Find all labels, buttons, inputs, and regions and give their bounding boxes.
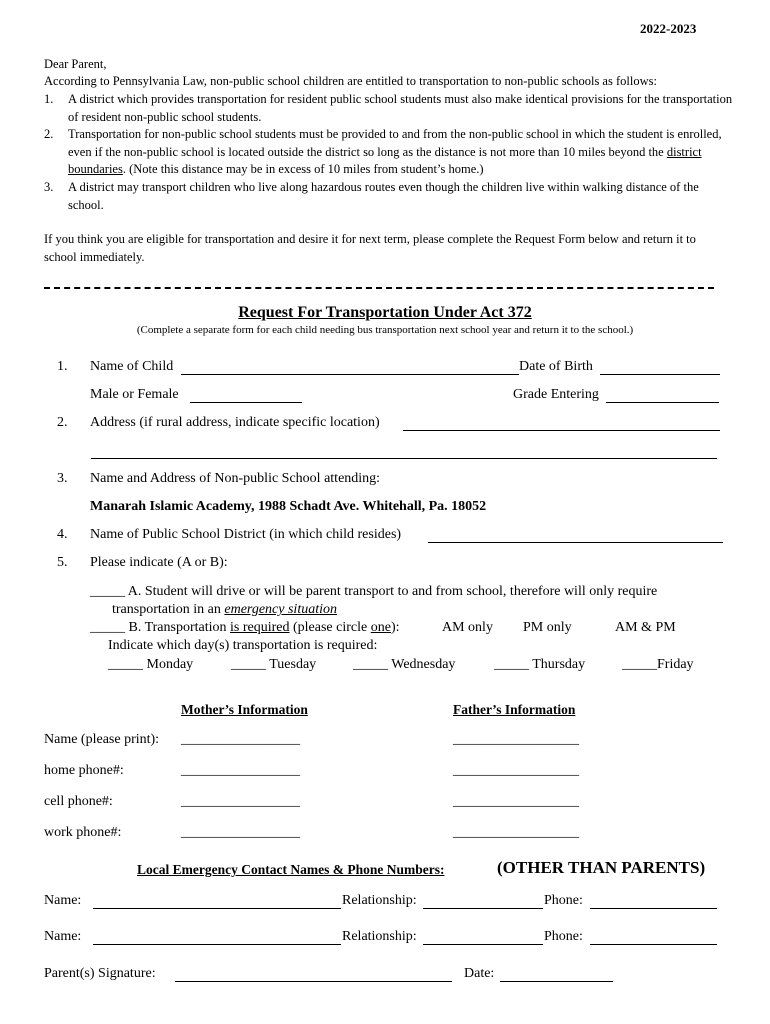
district-label: Name of Public School District (in which child resides)	[90, 527, 402, 542]
work-phone-label: work phone#:	[44, 825, 122, 840]
option-a[interactable]: _____ A. Student will drive or will be parent transport to and from school, therefore will only require	[90, 584, 658, 599]
pm-only-option[interactable]: PM only	[523, 620, 572, 635]
question-number: 1.	[57, 359, 68, 374]
mother-info-header: Mother’s Information	[181, 702, 308, 717]
address-label: Address (if rural address, indicate specific location)	[90, 415, 380, 430]
phone-field[interactable]	[590, 908, 717, 909]
form-subtitle: (Complete a separate form for each child needing bus transportation next school year and return it to the school.)	[136, 324, 634, 336]
school-year: 2022-2023	[640, 21, 697, 36]
home-phone-label: home phone#:	[44, 763, 124, 778]
father-info-header: Father’s Information	[453, 702, 576, 717]
salutation: Dear Parent,	[44, 57, 107, 71]
district-boundaries-text: district boundaries	[68, 144, 702, 176]
address-field[interactable]	[403, 430, 720, 431]
mother-home-phone-field[interactable]: _________________	[181, 763, 300, 778]
relationship-field[interactable]	[423, 908, 543, 909]
signature-field[interactable]	[175, 981, 452, 982]
dob-field[interactable]	[600, 374, 720, 375]
question-number: 3.	[57, 471, 68, 486]
contact-name-field[interactable]	[93, 944, 341, 945]
father-home-phone-field[interactable]: __________________	[453, 763, 579, 778]
list-item	[44, 91, 734, 126]
contact-name-field[interactable]	[93, 908, 341, 909]
child-name-label: Name of Child	[90, 359, 174, 374]
form-title: Request For Transportation Under Act 372	[238, 304, 532, 321]
option-a-blank[interactable]: _____	[90, 584, 125, 599]
phone-field[interactable]	[590, 944, 717, 945]
other-than-parents-note: (OTHER THAN PARENTS)	[497, 858, 706, 877]
am-only-option[interactable]: AM only	[442, 620, 493, 635]
grade-label: Grade Entering	[513, 387, 599, 402]
list-item	[44, 179, 734, 214]
days-label: Indicate which day(s) transportation is required:	[108, 638, 378, 653]
gender-label: Male or Female	[90, 387, 179, 402]
contact-name-label: Name:	[44, 893, 82, 908]
relationship-label: Relationship:	[342, 929, 417, 944]
phone-label: Phone:	[544, 893, 583, 908]
emergency-contacts-header: Local Emergency Contact Names & Phone Numbers:	[137, 862, 445, 877]
father-cell-phone-field[interactable]: __________________	[453, 794, 579, 809]
letter-intro: According to Pennsylvania Law, non-public school children are entitled to transportation to non-public schools as follows:	[44, 74, 657, 88]
address-field-line2[interactable]	[91, 458, 717, 459]
mother-work-phone-field[interactable]: _________________	[181, 825, 300, 840]
day-thursday[interactable]: _____ Thursday	[494, 657, 586, 672]
district-field[interactable]	[428, 542, 723, 543]
day-wednesday[interactable]: _____ Wednesday	[353, 657, 456, 672]
list-text: A district which provides transportation for resident public school students must also make identical provisions for the transportation of resident non-public school students.	[68, 92, 733, 124]
mother-cell-phone-field[interactable]: _________________	[181, 794, 300, 809]
grade-field[interactable]	[606, 402, 719, 403]
dob-label: Date of Birth	[519, 359, 593, 374]
date-label: Date:	[464, 966, 495, 981]
option-b-blank[interactable]: _____	[90, 620, 125, 635]
list-text: A district may transport children who live along hazardous routes even though the children live within walking distance of the school.	[68, 180, 699, 212]
gender-field[interactable]	[190, 402, 302, 403]
day-tuesday[interactable]: _____ Tuesday	[231, 657, 317, 672]
cell-phone-label: cell phone#:	[44, 794, 113, 809]
letter-closing: If you think you are eligible for transportation and desire it for next term, please complete the Request Form below and return it to school immediately.	[44, 232, 696, 264]
list-number: 1.	[44, 92, 54, 106]
list-number: 3.	[44, 180, 54, 194]
option-a-line2: transportation in an emergency situation	[112, 602, 337, 617]
relationship-label: Relationship:	[342, 893, 417, 908]
father-name-field[interactable]: __________________	[453, 732, 579, 747]
emergency-situation-text: emergency situation	[224, 602, 337, 617]
am-pm-option[interactable]: AM & PM	[615, 620, 676, 635]
school-name: Manarah Islamic Academy, 1988 Schadt Ave. Whitehall, Pa. 18052	[90, 499, 487, 514]
question-number: 4.	[57, 527, 68, 542]
phone-label: Phone:	[544, 929, 583, 944]
father-work-phone-field[interactable]: __________________	[453, 825, 579, 840]
cut-line-divider	[44, 287, 714, 289]
list-text: Transportation for non-public school students must be provided to and from the non-public school in which the student is enrolled, even if the non-public school is located outside the district so long as the distance is not more than 10 miles beyond the district boundaries. (Note this distance may be in excess of 10 miles from student’s home.)	[68, 127, 722, 176]
mother-name-field[interactable]: _________________	[181, 732, 300, 747]
indicate-label: Please indicate (A or B):	[90, 555, 228, 570]
question-number: 2.	[57, 415, 68, 430]
school-label: Name and Address of Non-public School attending:	[90, 471, 381, 486]
contact-name-label: Name:	[44, 929, 82, 944]
date-field[interactable]	[500, 981, 613, 982]
option-b[interactable]: _____ B. Transportation is required (please circle one):	[90, 620, 400, 635]
relationship-field[interactable]	[423, 944, 543, 945]
parent-name-label: Name (please print):	[44, 732, 160, 747]
day-monday[interactable]: _____ Monday	[108, 657, 194, 672]
day-friday[interactable]: _____Friday	[622, 657, 694, 672]
list-number: 2.	[44, 127, 54, 141]
list-item	[44, 126, 734, 179]
child-name-field[interactable]	[181, 374, 519, 375]
signature-label: Parent(s) Signature:	[44, 966, 156, 981]
question-number: 5.	[57, 555, 68, 570]
